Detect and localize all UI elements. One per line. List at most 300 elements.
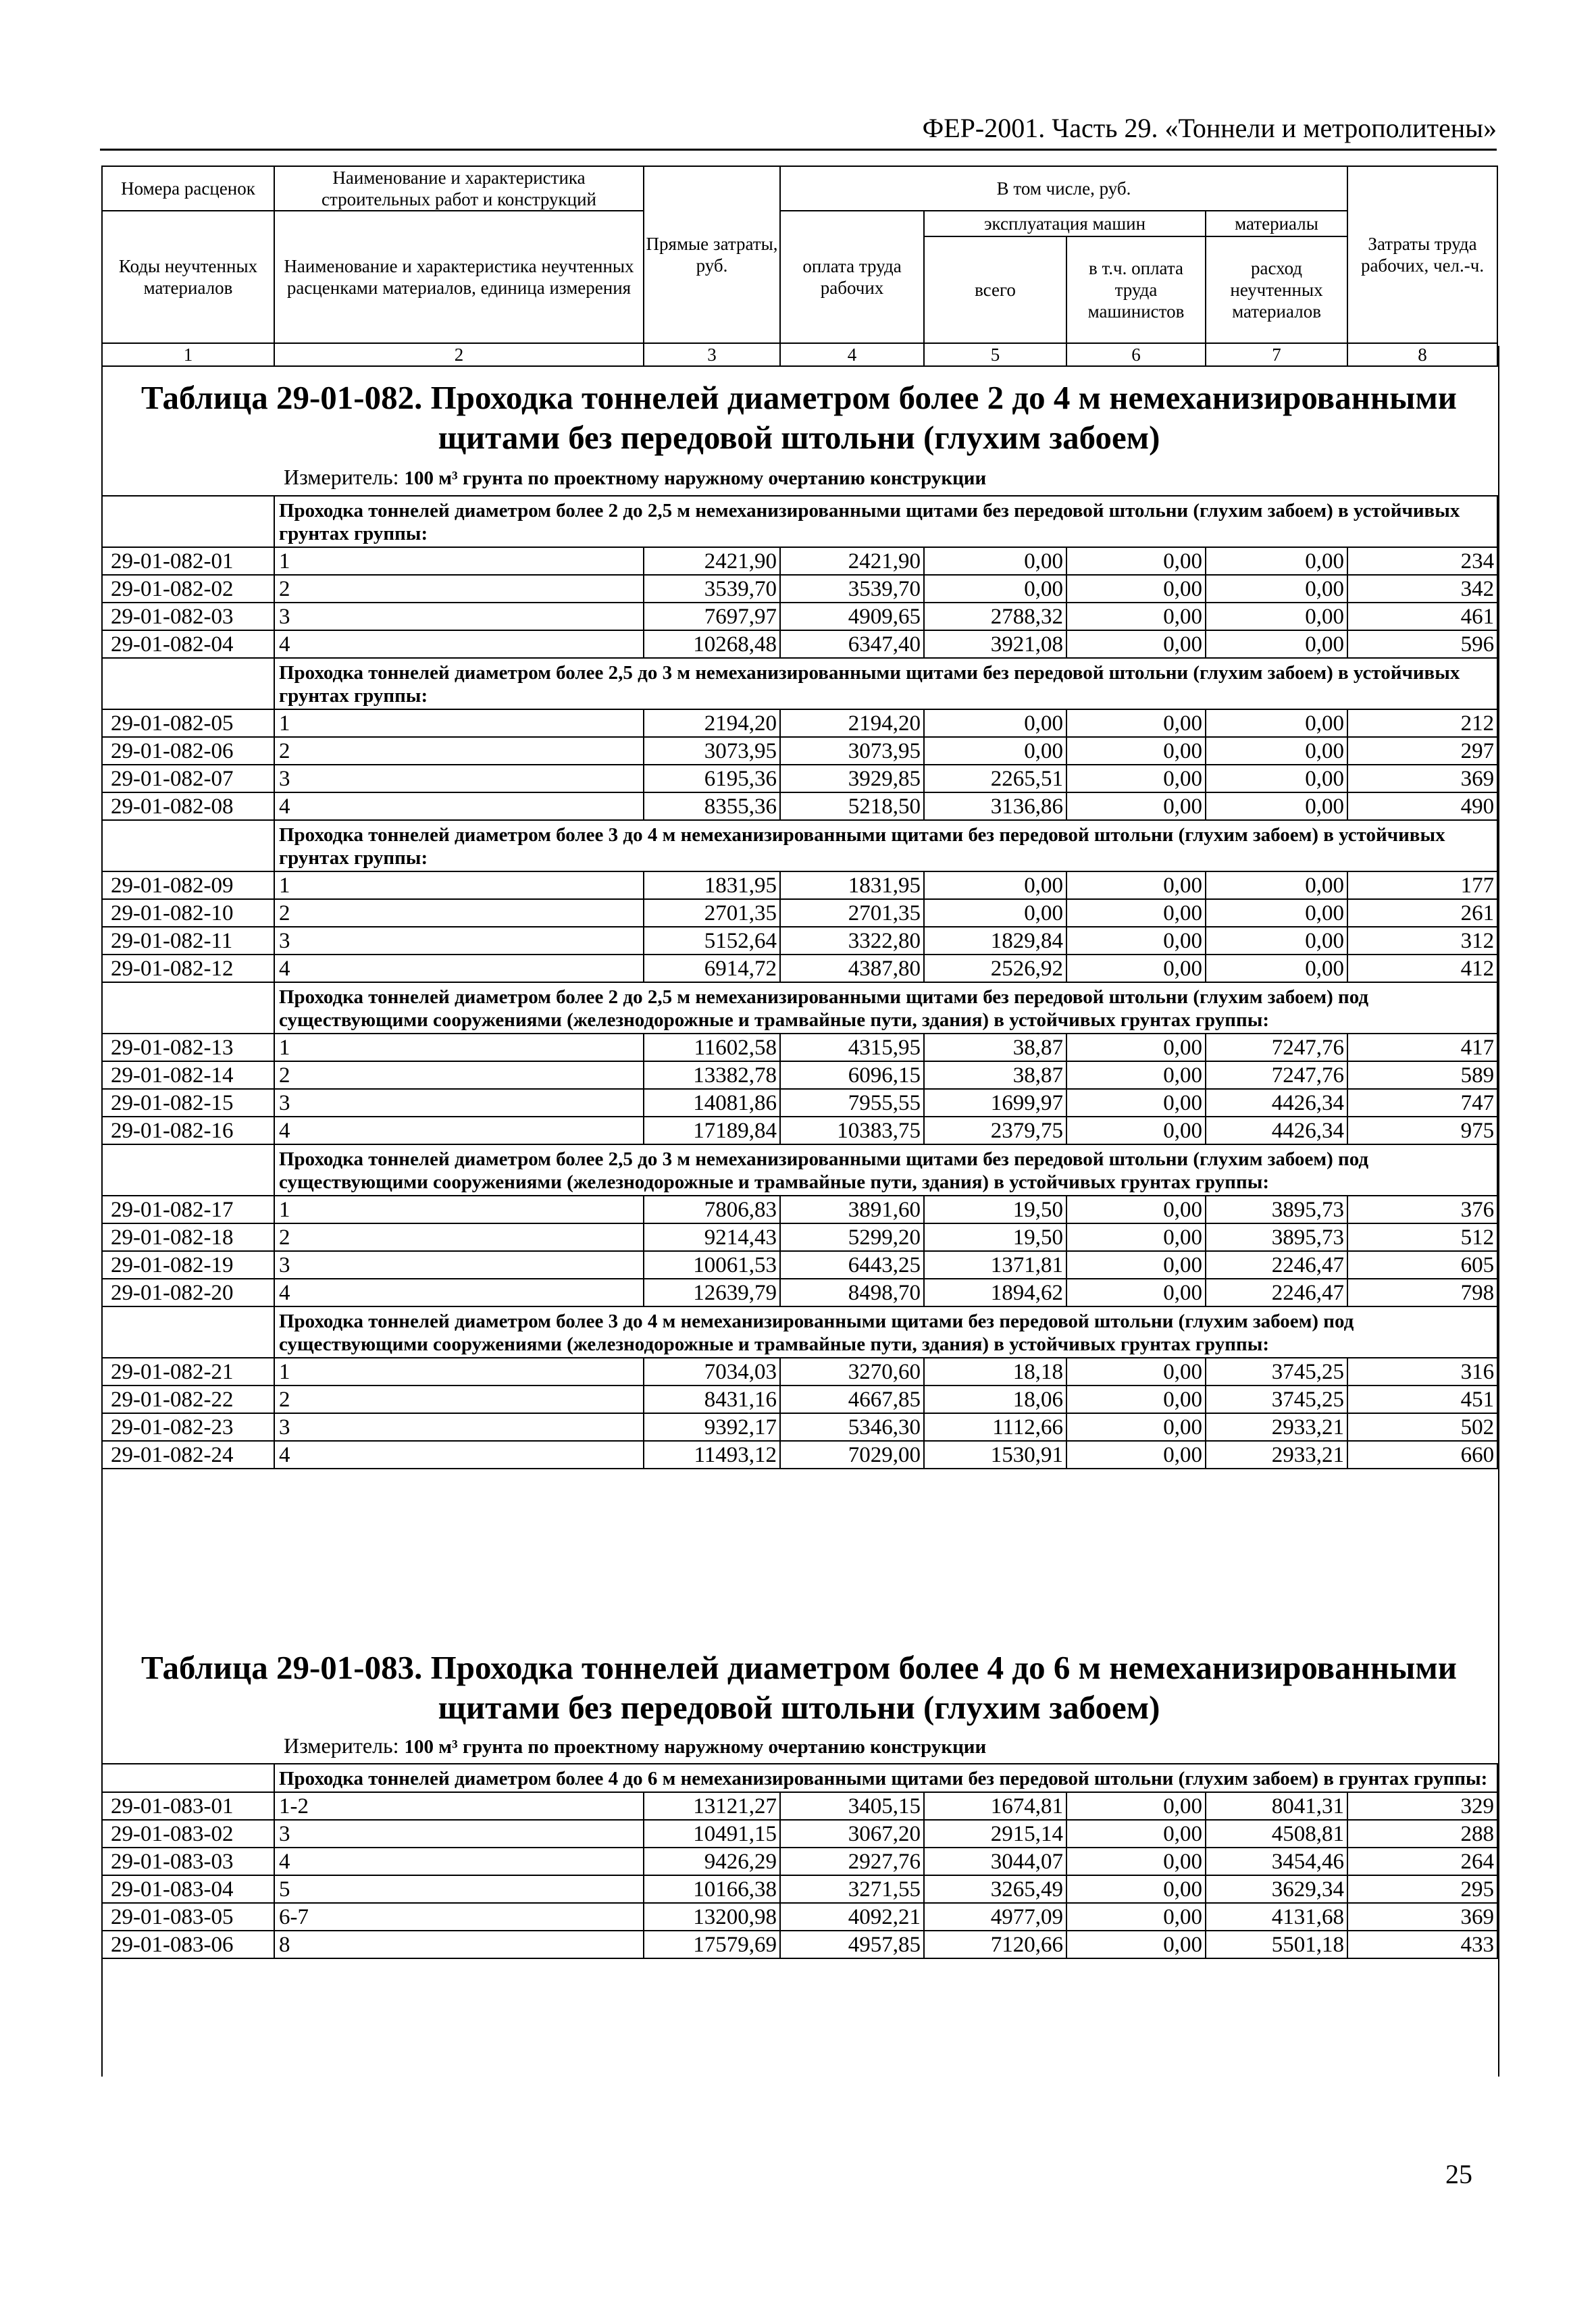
direct-costs-cell: 13121,27 [644,1792,780,1820]
rate-code-cell: 29-01-082-21 [102,1358,274,1386]
section-heading: Проходка тоннелей диаметром более 2,5 до 3 м немеханизированными щитами без передовой штольни (глухим забоем) в устойчивых грунтах группы: [274,658,1497,709]
section-heading: Проходка тоннелей диаметром более 2 до 2,5 м немеханизированными щитами без передовой штольни (глухим забоем) в устойчивых грунтах группы: [274,496,1497,547]
machines-total-cell: 18,18 [924,1358,1066,1386]
soil-group-cell: 2 [274,1386,644,1413]
machinist-pay-cell: 0,00 [1066,1279,1206,1306]
labor-pay-cell: 3405,15 [780,1792,924,1820]
table-row [102,1820,1497,1848]
machinist-pay-cell: 0,00 [1066,575,1206,603]
soil-group-cell: 4 [274,955,644,982]
labor-hours-cell: 798 [1347,1279,1497,1306]
labor-pay-cell: 4092,21 [780,1903,924,1931]
labor-hours-cell: 376 [1347,1196,1497,1223]
rate-code-cell: 29-01-082-01 [102,547,274,575]
col-group-including: В том числе, руб. [780,166,1347,211]
machinist-pay-cell: 0,00 [1066,709,1206,737]
direct-costs-cell: 14081,86 [644,1089,780,1117]
labor-hours-cell: 747 [1347,1089,1497,1117]
labor-hours-cell: 412 [1347,955,1497,982]
table-row [102,737,1497,765]
machinist-pay-cell: 0,00 [1066,1875,1206,1903]
section-code-cell [102,1144,274,1196]
labor-hours-cell: 329 [1347,1792,1497,1820]
section-code-cell [102,496,274,547]
section-code-cell [102,820,274,871]
labor-hours-cell: 502 [1347,1413,1497,1441]
soil-group-cell: 6-7 [274,1903,644,1931]
materials-cost-cell: 0,00 [1206,603,1347,630]
section-code-cell [102,1764,274,1792]
direct-costs-cell: 9214,43 [644,1223,780,1251]
rate-code-cell: 29-01-082-02 [102,575,274,603]
labor-hours-cell: 512 [1347,1223,1497,1251]
materials-cost-cell: 2933,21 [1206,1441,1347,1469]
machinist-pay-cell: 0,00 [1066,1820,1206,1848]
col-number: 2 [274,343,644,366]
materials-cost-cell: 3895,73 [1206,1223,1347,1251]
machines-total-cell: 1829,84 [924,927,1066,955]
section-heading: Проходка тоннелей диаметром более 3 до 4 м немеханизированными щитами без передовой штольни (глухим забоем) в устойчивых грунтах группы: [274,820,1497,871]
soil-group-cell: 4 [274,1441,644,1469]
table-row [102,899,1497,927]
soil-group-cell: 1-2 [274,1792,644,1820]
machines-total-cell: 2788,32 [924,603,1066,630]
table-row [102,1223,1497,1251]
col3-direct-costs: Прямые затраты, руб. [644,166,780,343]
materials-cost-cell: 4508,81 [1206,1820,1347,1848]
machines-total-cell: 0,00 [924,737,1066,765]
rate-code-cell: 29-01-083-05 [102,1903,274,1931]
labor-pay-cell: 3322,80 [780,927,924,955]
direct-costs-cell: 9392,17 [644,1413,780,1441]
section-heading: Проходка тоннелей диаметром более 4 до 6 м немеханизированными щитами без передовой штольни (глухим забоем) в грунтах группы: [274,1764,1497,1792]
materials-cost-cell: 3454,46 [1206,1848,1347,1875]
machinist-pay-cell: 0,00 [1066,1034,1206,1061]
direct-costs-cell: 13382,78 [644,1061,780,1089]
materials-cost-cell: 4426,34 [1206,1089,1347,1117]
table-row [102,630,1497,658]
machines-total-cell: 2379,75 [924,1117,1066,1144]
machines-total-cell: 3921,08 [924,630,1066,658]
machines-total-cell: 1371,81 [924,1251,1066,1279]
soil-group-cell: 1 [274,547,644,575]
machinist-pay-cell: 0,00 [1066,1196,1206,1223]
machinist-pay-cell: 0,00 [1066,737,1206,765]
labor-hours-cell: 297 [1347,737,1497,765]
table-row [102,1413,1497,1441]
machines-total-cell: 1699,97 [924,1089,1066,1117]
table-row [102,1061,1497,1089]
unit-label: Измеритель: [284,1733,399,1758]
machinist-pay-cell: 0,00 [1066,1903,1206,1931]
direct-costs-cell: 8431,16 [644,1386,780,1413]
table-row [102,1117,1497,1144]
machinist-pay-cell: 0,00 [1066,1223,1206,1251]
labor-hours-cell: 660 [1347,1441,1497,1469]
labor-pay-cell: 3270,60 [780,1358,924,1386]
col-number: 7 [1206,343,1347,366]
machinist-pay-cell: 0,00 [1066,1386,1206,1413]
labor-pay-cell: 7955,55 [780,1089,924,1117]
rate-code-cell: 29-01-083-06 [102,1931,274,1958]
labor-hours-cell: 288 [1347,1820,1497,1848]
machinist-pay-cell: 0,00 [1066,1848,1206,1875]
rate-code-cell: 29-01-082-13 [102,1034,274,1061]
labor-pay-cell: 1831,95 [780,871,924,899]
direct-costs-cell: 3539,70 [644,575,780,603]
labor-pay-cell: 2194,20 [780,709,924,737]
labor-hours-cell: 264 [1347,1848,1497,1875]
col8-labor-cost: Затраты труда рабочих, чел.-ч. [1347,166,1497,343]
materials-cost-cell: 0,00 [1206,792,1347,820]
labor-hours-cell: 342 [1347,575,1497,603]
table-row [102,1875,1497,1903]
labor-pay-cell: 6443,25 [780,1251,924,1279]
machinist-pay-cell: 0,00 [1066,1413,1206,1441]
machines-total-cell: 1112,66 [924,1413,1066,1441]
rate-code-cell: 29-01-082-20 [102,1279,274,1306]
table1-title-line1: Таблица 29-01-082. Проходка тоннелей диаметром более 2 до 4 м немеханизированными [141,379,1457,416]
col-number: 6 [1066,343,1206,366]
machines-total-cell: 4977,09 [924,1903,1066,1931]
col-group-materials: материалы [1206,211,1347,236]
labor-hours-cell: 295 [1347,1875,1497,1903]
col4-labor-pay: оплата труда рабочих [780,211,924,343]
labor-hours-cell: 596 [1347,630,1497,658]
soil-group-cell: 3 [274,1413,644,1441]
materials-cost-cell: 7247,76 [1206,1061,1347,1089]
section-heading-row [102,658,1497,709]
section-code-cell [102,1306,274,1358]
col-number: 1 [102,343,274,366]
table1-title-line2: щитами без передовой штольни (глухим забоем) [438,419,1160,456]
labor-pay-cell: 5299,20 [780,1223,924,1251]
soil-group-cell: 4 [274,792,644,820]
rate-code-cell: 29-01-083-03 [102,1848,274,1875]
table-row [102,575,1497,603]
labor-hours-cell: 369 [1347,1903,1497,1931]
direct-costs-cell: 17579,69 [644,1931,780,1958]
labor-pay-cell: 3073,95 [780,737,924,765]
materials-cost-cell: 0,00 [1206,871,1347,899]
labor-pay-cell: 4909,65 [780,603,924,630]
machines-total-cell: 38,87 [924,1034,1066,1061]
materials-cost-cell: 2933,21 [1206,1413,1347,1441]
materials-cost-cell: 5501,18 [1206,1931,1347,1958]
direct-costs-cell: 7034,03 [644,1358,780,1386]
direct-costs-cell: 7806,83 [644,1196,780,1223]
rate-code-cell: 29-01-082-19 [102,1251,274,1279]
materials-cost-cell: 0,00 [1206,737,1347,765]
soil-group-cell: 1 [274,709,644,737]
col2-bottom: Наименование и характеристика неучтенных расценками материалов, единица измерения [274,211,644,343]
machines-total-cell: 1530,91 [924,1441,1066,1469]
machinist-pay-cell: 0,00 [1066,1931,1206,1958]
materials-cost-cell: 0,00 [1206,955,1347,982]
unit-value: 100 м³ грунта по проектному наружному очертанию конструкции [404,1736,987,1758]
materials-cost-cell: 3745,25 [1206,1358,1347,1386]
col-number: 3 [644,343,780,366]
direct-costs-cell: 12639,79 [644,1279,780,1306]
direct-costs-cell: 2701,35 [644,899,780,927]
col6-machinist-pay: в т.ч. оплата труда машинистов [1066,236,1206,343]
rate-code-cell: 29-01-083-01 [102,1792,274,1820]
machines-total-cell: 3265,49 [924,1875,1066,1903]
labor-hours-cell: 234 [1347,547,1497,575]
table1-unit [284,465,986,490]
machinist-pay-cell: 0,00 [1066,1061,1206,1089]
table-row [102,927,1497,955]
column-header-table [101,166,1498,367]
soil-group-cell: 3 [274,927,644,955]
materials-cost-cell: 8041,31 [1206,1792,1347,1820]
labor-hours-cell: 589 [1347,1061,1497,1089]
labor-pay-cell: 3929,85 [780,765,924,792]
materials-cost-cell: 4131,68 [1206,1903,1347,1931]
rate-code-cell: 29-01-082-14 [102,1061,274,1089]
table-row [102,603,1497,630]
table-row [102,1089,1497,1117]
direct-costs-cell: 6195,36 [644,765,780,792]
direct-costs-cell: 13200,98 [644,1903,780,1931]
running-header: ФЕР-2001. Часть 29. «Тоннели и метрополитены» [100,113,1497,151]
machinist-pay-cell: 0,00 [1066,630,1206,658]
machinist-pay-cell: 0,00 [1066,603,1206,630]
machines-total-cell: 0,00 [924,899,1066,927]
section-heading-row [102,1764,1497,1792]
rate-code-cell: 29-01-082-16 [102,1117,274,1144]
materials-cost-cell: 2246,47 [1206,1279,1347,1306]
machinist-pay-cell: 0,00 [1066,1251,1206,1279]
labor-hours-cell: 605 [1347,1251,1497,1279]
section-heading-row [102,982,1497,1034]
labor-pay-cell: 4387,80 [780,955,924,982]
soil-group-cell: 2 [274,899,644,927]
table-row [102,1441,1497,1469]
labor-pay-cell: 3271,55 [780,1875,924,1903]
labor-hours-cell: 212 [1347,709,1497,737]
table-row [102,871,1497,899]
table-row [102,792,1497,820]
materials-cost-cell: 3895,73 [1206,1196,1347,1223]
section-heading-row [102,1306,1497,1358]
machines-total-cell: 2526,92 [924,955,1066,982]
section-heading-row [102,496,1497,547]
soil-group-cell: 4 [274,1279,644,1306]
soil-group-cell: 3 [274,1089,644,1117]
section-heading: Проходка тоннелей диаметром более 2,5 до 3 м немеханизированными щитами без передовой штольни (глухим забоем) под существующими сооружениями (железнодорожные и трамвайные пути, здания) в устойчивых грунтах группы: [274,1144,1497,1196]
direct-costs-cell: 17189,84 [644,1117,780,1144]
soil-group-cell: 2 [274,1223,644,1251]
direct-costs-cell: 1831,95 [644,871,780,899]
rate-code-cell: 29-01-082-09 [102,871,274,899]
direct-costs-cell: 10491,15 [644,1820,780,1848]
labor-hours-cell: 261 [1347,899,1497,927]
soil-group-cell: 1 [274,1196,644,1223]
machines-total-cell: 2265,51 [924,765,1066,792]
rate-code-cell: 29-01-083-04 [102,1875,274,1903]
labor-pay-cell: 2927,76 [780,1848,924,1875]
table-row [102,765,1497,792]
soil-group-cell: 3 [274,1820,644,1848]
machinist-pay-cell: 0,00 [1066,927,1206,955]
direct-costs-cell: 10268,48 [644,630,780,658]
soil-group-cell: 3 [274,1251,644,1279]
col-number: 5 [924,343,1066,366]
labor-pay-cell: 3891,60 [780,1196,924,1223]
table-row [102,1931,1497,1958]
materials-cost-cell: 0,00 [1206,547,1347,575]
table-row [102,1848,1497,1875]
table-row [102,1196,1497,1223]
soil-group-cell: 8 [274,1931,644,1958]
soil-group-cell: 3 [274,603,644,630]
labor-pay-cell: 4667,85 [780,1386,924,1413]
col1-top: Номера расценок [102,166,274,211]
rate-code-cell: 29-01-083-02 [102,1820,274,1848]
machines-total-cell: 0,00 [924,547,1066,575]
rate-code-cell: 29-01-082-08 [102,792,274,820]
soil-group-cell: 2 [274,575,644,603]
labor-hours-cell: 490 [1347,792,1497,820]
direct-costs-cell: 11493,12 [644,1441,780,1469]
col2-top: Наименование и характеристика строительных работ и конструкций [274,166,644,211]
labor-pay-cell: 4957,85 [780,1931,924,1958]
unit-label: Измеритель: [284,465,399,489]
rate-code-cell: 29-01-082-10 [102,899,274,927]
labor-pay-cell: 7029,00 [780,1441,924,1469]
direct-costs-cell: 10061,53 [644,1251,780,1279]
rate-code-cell: 29-01-082-22 [102,1386,274,1413]
materials-cost-cell: 0,00 [1206,927,1347,955]
direct-costs-cell: 3073,95 [644,737,780,765]
labor-hours-cell: 369 [1347,765,1497,792]
soil-group-cell: 1 [274,871,644,899]
section-heading: Проходка тоннелей диаметром более 3 до 4 м немеханизированными щитами без передовой штольни (глухим забоем) под существующими сооружениями (железнодорожные и трамвайные пути, здания) в устойчивых грунтах группы: [274,1306,1497,1358]
machines-total-cell: 3044,07 [924,1848,1066,1875]
soil-group-cell: 2 [274,1061,644,1089]
machines-total-cell: 7120,66 [924,1931,1066,1958]
section-heading-row [102,820,1497,871]
direct-costs-cell: 6914,72 [644,955,780,982]
labor-pay-cell: 3067,20 [780,1820,924,1848]
machines-total-cell: 0,00 [924,709,1066,737]
table-row [102,1358,1497,1386]
table-row [102,1279,1497,1306]
rate-code-cell: 29-01-082-17 [102,1196,274,1223]
table2-data [101,1763,1498,1959]
soil-group-cell: 4 [274,1117,644,1144]
machines-total-cell: 18,06 [924,1386,1066,1413]
col5-machines-total: всего [924,236,1066,343]
materials-cost-cell: 3629,34 [1206,1875,1347,1903]
soil-group-cell: 5 [274,1875,644,1903]
labor-pay-cell: 8498,70 [780,1279,924,1306]
col-number: 8 [1347,343,1497,366]
machines-total-cell: 2915,14 [924,1820,1066,1848]
rate-code-cell: 29-01-082-03 [102,603,274,630]
machinist-pay-cell: 0,00 [1066,792,1206,820]
col1-bottom: Коды неучтенных материалов [102,211,274,343]
materials-cost-cell: 2246,47 [1206,1251,1347,1279]
machines-total-cell: 19,50 [924,1196,1066,1223]
materials-cost-cell: 3745,25 [1206,1386,1347,1413]
machines-total-cell: 3136,86 [924,792,1066,820]
soil-group-cell: 1 [274,1034,644,1061]
rate-code-cell: 29-01-082-06 [102,737,274,765]
table-row [102,1792,1497,1820]
labor-pay-cell: 6096,15 [780,1061,924,1089]
section-heading-row [102,1144,1497,1196]
machinist-pay-cell: 0,00 [1066,1358,1206,1386]
direct-costs-cell: 9426,29 [644,1848,780,1875]
soil-group-cell: 1 [274,1358,644,1386]
rate-code-cell: 29-01-082-04 [102,630,274,658]
col7-unaccounted-materials: расход неучтенных материалов [1206,236,1347,343]
labor-hours-cell: 461 [1347,603,1497,630]
table-row [102,547,1497,575]
direct-costs-cell: 2194,20 [644,709,780,737]
table-row [102,1903,1497,1931]
machines-total-cell: 0,00 [924,575,1066,603]
labor-pay-cell: 10383,75 [780,1117,924,1144]
machinist-pay-cell: 0,00 [1066,765,1206,792]
rate-code-cell: 29-01-082-07 [102,765,274,792]
labor-pay-cell: 3539,70 [780,575,924,603]
table2-title-line2: щитами без передовой штольни (глухим забоем) [438,1689,1160,1726]
table1-data [101,495,1498,1469]
direct-costs-cell: 8355,36 [644,792,780,820]
labor-hours-cell: 312 [1347,927,1497,955]
page-number: 25 [1445,2159,1472,2189]
labor-hours-cell: 417 [1347,1034,1497,1061]
labor-hours-cell: 177 [1347,871,1497,899]
direct-costs-cell: 2421,90 [644,547,780,575]
machinist-pay-cell: 0,00 [1066,1441,1206,1469]
labor-hours-cell: 451 [1347,1386,1497,1413]
rate-code-cell: 29-01-082-11 [102,927,274,955]
direct-costs-cell: 11602,58 [644,1034,780,1061]
soil-group-cell: 4 [274,630,644,658]
machines-total-cell: 19,50 [924,1223,1066,1251]
labor-pay-cell: 2701,35 [780,899,924,927]
table-row [102,1251,1497,1279]
machinist-pay-cell: 0,00 [1066,1117,1206,1144]
labor-hours-cell: 433 [1347,1931,1497,1958]
table2-unit [284,1733,986,1759]
machinist-pay-cell: 0,00 [1066,1089,1206,1117]
table-row [102,709,1497,737]
materials-cost-cell: 0,00 [1206,765,1347,792]
rate-code-cell: 29-01-082-05 [102,709,274,737]
machines-total-cell: 38,87 [924,1061,1066,1089]
machinist-pay-cell: 0,00 [1066,1792,1206,1820]
col-group-machines: эксплуатация машин [924,211,1206,236]
table-row [102,1386,1497,1413]
table2-title-line1: Таблица 29-01-083. Проходка тоннелей диаметром более 4 до 6 м немеханизированными [141,1649,1457,1686]
direct-costs-cell: 10166,38 [644,1875,780,1903]
section-heading: Проходка тоннелей диаметром более 2 до 2,5 м немеханизированными щитами без передовой штольни (глухим забоем) под существующими сооружениями (железнодорожные и трамвайные пути, здания) в устойчивых грунтах группы: [274,982,1497,1034]
soil-group-cell: 2 [274,737,644,765]
soil-group-cell: 3 [274,765,644,792]
rate-code-cell: 29-01-082-23 [102,1413,274,1441]
materials-cost-cell: 0,00 [1206,630,1347,658]
machinist-pay-cell: 0,00 [1066,955,1206,982]
soil-group-cell: 4 [274,1848,644,1875]
direct-costs-cell: 5152,64 [644,927,780,955]
labor-pay-cell: 4315,95 [780,1034,924,1061]
table-row [102,955,1497,982]
